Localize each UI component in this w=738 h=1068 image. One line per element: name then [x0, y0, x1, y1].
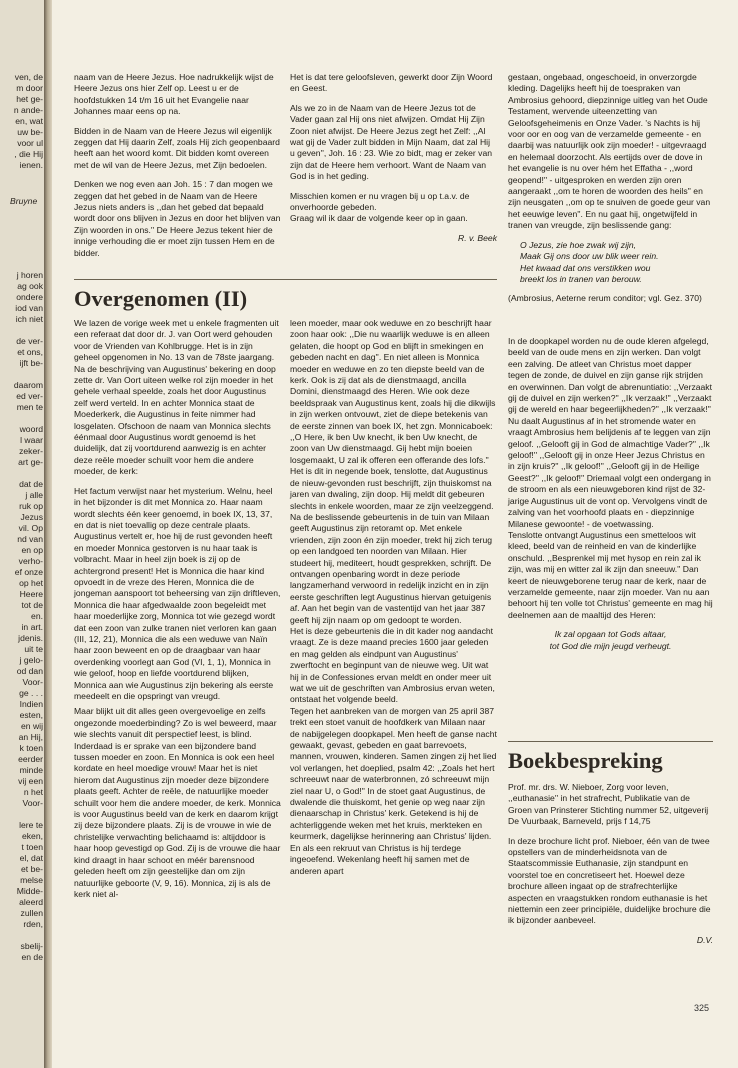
previous-page-line: ondere	[16, 292, 43, 302]
verse-line: tot God die mijn jeugd verheugt.	[549, 640, 672, 651]
previous-page-line: jdenis.	[18, 633, 43, 643]
previous-page-line: lere te	[19, 820, 43, 830]
section-divider	[74, 279, 497, 280]
previous-page-line: Indien	[19, 699, 43, 709]
page-number: 325	[694, 1003, 710, 1013]
previous-page-signature: Bruyne	[10, 196, 38, 206]
poem-line: Maak Gij ons door uw blik weer rein.	[520, 251, 659, 262]
previous-page-line: t toen	[21, 842, 43, 852]
previous-page-line: ich niet	[15, 314, 43, 324]
column-3-bottom	[508, 782, 713, 946]
previous-page-line: en, wat	[15, 116, 43, 126]
previous-page-line: esten,	[19, 710, 43, 720]
paragraph: Graag wil ik daar de volgende keer op in gaan.	[290, 213, 468, 224]
previous-page-line	[0, 325, 43, 336]
page	[52, 0, 738, 1068]
paragraph: Maar blijkt uit dit alles geen overgevoelige en zelfs ongezonde moederbinding? Zo is wel beweerd, maar wie slechts vanuit dit perspectief leest, is blind. Inderdaad is er sprake van een bijzondere band tussen moeder en zoon. En Monnica is ook een heel kordate en heel moedige vrouw! Maar het is niet hierom dat Augustinus zijn moeder deze bijzondere plaats geeft. Achter de reële, de natuurlijke moeder schuilt voor hem die andere moeder, de kerk. Monnica is voor Augustinus beeld van de kerk en daarom krijgt zij deze bijzondere plaats. Zij is de vrouwe in wie de christelijke verwachting belichaamd is: altijddoor is haar hoop gevestigd op God. Zij is de vrouwe die haar kind draagt in haar schoot en méér barensnood geleden heeft om zijn geestelijke dan om zijn natuurlijke geboorte (V, 9, 16). Monnica, zij is als de kerk niet al-	[74, 706, 281, 899]
verse-line: Ik zal opgaan tot Gods altaar,	[554, 629, 667, 640]
paragraph: Bidden in de Naam van de Heere Jezus wil eigenlijk zeggen dat Hij daarin Zelf, zoals Hij zich geopenbaard heeft aan het woord komt. Dit bidden komt overeen met de wil van de Heere Jezus, met Zijn bedoelen.	[74, 125, 280, 170]
previous-page-line: woord	[19, 424, 43, 434]
previous-page-line: Midde-	[16, 886, 43, 896]
previous-page-line: uit te	[24, 644, 43, 654]
column-3-main	[508, 336, 713, 652]
previous-page-line: Jezus	[20, 512, 43, 522]
previous-page-line: ge . . .	[19, 688, 43, 698]
previous-page-line: zeker-	[19, 446, 43, 456]
previous-page-line: Heere	[19, 589, 43, 599]
author-signature: R. v. Beek	[457, 232, 497, 243]
citation: (Ambrosius, Aeterne rerum conditor; vgl. Gez. 370)	[508, 293, 702, 304]
previous-page-line: art ge-	[18, 457, 43, 467]
previous-page-edge	[0, 0, 44, 1068]
paragraph: Het is dit in negende boek, tenslotte, dat Augustinus de nieuw-gevonden rust beschrijft, zijn thuiskomst na jaren van dwaling, zijn doop. Hij meldt dit gebeuren slechts in enkele woorden, maar ze zijn veelzeggend. Na de beslissende gebeurtenis in de tuin van Milaan geeft Augustinus zijn retoramt op. Met enkele vrienden, zijn zoon én zijn moeder, trekt hij zich terug op een landgoed ten noorden van Milaan. Hier studeert hij, mediteert, houdt gesprekken, schrijft. De ontvangen openbaring wordt in deze periode langzamerhand verwoord in redelijk inzicht en in zijn eerste geschriften legt Augustinus hiervan getuigenis af. Aan het begin van de vastentijd van het jaar 387 geeft hij zijn naam op om gedoopt te worden.	[290, 466, 494, 625]
previous-page-line: dat de	[19, 479, 43, 489]
previous-page-line: en op	[21, 545, 43, 555]
previous-page-line: zullen	[20, 908, 43, 918]
previous-page-line: ienen.	[19, 160, 43, 170]
review-signature: D.V.	[696, 934, 713, 945]
paragraph: Denken we nog even aan Joh. 15 : 7 dan mogen we zeggen dat het gebed in de Naam van de Heere Jezus niets anders is ,,dan het gebed dat bepaald wordt door ons blijven in Jezus en door het blijven van Zijn woorden in ons.'' De Heere Jezus tekent hier de innige verhouding die er moet zijn tussen Hem en de bidder.	[74, 179, 281, 258]
previous-page-line: ijft be-	[19, 358, 43, 368]
paragraph: Het factum verwijst naar het mysterium. Welnu, heel in het bijzonder is dit met Monnica zo. Haar naam wordt slechts één keer genoemd, in boek IX, 13, 37, en dat is niet toevallig op deze centrale plaats. Augustinus vertelt er, hoe hij de rust gevonden heeft en moeder Monnica gestorven is nu haar taak is volbracht. Maar in heel zijn boek is zij op de achtergrond present! Het is Monnica die haar kind opvoedt in de vreze des Heren, Monnica die de jongeman aanspoort tot beheersing van zijn driftleven, Monnica die haar afgedwaalde zoon begeleidt met haar moederlijke zorg, Monnica tot wie gezegd wordt dat een zoon van zulke tranen niet verloren kan gaan (III, 12, 21), Monnica die als een weduwe van Naïn haar zoon beweent en op de draagbaar van haar overdenking voorlegt aan God (VI, 1, 1), Monnica in wie geloof, hoop en liefde voortdurend blijken, Monnica aan wie Augustinus zijn bekering als eerste meedeelt en die opspringt van vreugd.	[74, 485, 281, 701]
previous-page-line: tot de	[21, 600, 43, 610]
previous-page-line: daarom	[13, 380, 43, 390]
previous-page-line: et be-	[21, 864, 43, 874]
paragraph: In deze brochure licht prof. Nieboer, één van de twee opstellers van de minderheidsnota van de Staatscommissie Euthanasie, zijn standpunt en voorstel toe en concretiseert het. Hoewel deze brochure alleen ingaat op de strafrechterlijke aspecten en vraagstukken rondom euthanasie is het niettemin een zeer principiële, duidelijke brochure die ik bijzonder aanbeveel.	[508, 835, 711, 926]
previous-page-line: eken,	[21, 831, 43, 841]
section-title-boekbespreking: Boekbespreking	[508, 748, 663, 773]
previous-page-line: j gelo-	[19, 655, 43, 665]
previous-page-line: op het	[19, 578, 43, 588]
book-binding	[44, 0, 52, 1068]
previous-page-line: rden,	[23, 919, 43, 929]
previous-page-line: iod van	[15, 303, 43, 313]
poem	[508, 240, 713, 286]
previous-page-line	[0, 930, 43, 941]
column-3-top	[508, 72, 713, 313]
previous-page-line: l waar	[20, 435, 43, 445]
previous-page-line: Voor-	[22, 677, 43, 687]
previous-page-line: vil. Op	[18, 523, 43, 533]
previous-page-line: ef onze	[14, 567, 43, 577]
paragraph: Tegen het aanbreken van de morgen van 25 april 387 trekt een stoet vanuit de hoofdkerk van Milaan naar de nabijgelegen doopkapel. Men heeft de ganse nacht gewaakt, gevast, gebeden en gaat barrevoets, mannen, vrouwen, kinderen. Samen zingen zij het lied vol verlangen, het doeplied, psalm 42: ,,Zoals het hert schreeuwt naar de waterbronnen, zó schreeuwt mijn ziel naar U, o God!'' In de stoet gaat Augustinus, de dwalende die thuiskomt, het genie op weg naar zijn dienaarschap in Christus' kerk. Getekend is hij de achterliggende weken met het kruis, merkteken en keurmerk, dagelijkse herinnering aan Christus' lijden. En als een rekruut van Christus is hij terdege ingeoefend. Wekenlang heeft hij samen met de anderen apart	[290, 705, 497, 876]
previous-page-line: , die Hij	[14, 149, 43, 159]
column-1-main	[74, 318, 281, 908]
paragraph: gestaan, ongebaad, ongeschoeid, in onverzorgde kleding. Dagelijks heeft hij de toespraken van Ambrosius gehoord, diepzinnige uitleg van het Oude Testament, wervende uiteenzetting van Geloofsgeheimenis en Onze Vader. 's Nachts is hij voor oor en oog van de verzamelde gemeente - en daarbij was natuurlijk ook zijn moeder! - uitgevraagd en helemaal doorzocht. Als eertijds over de dove in het evangelie is nu over hém het Effatha - ,,word geopend!'' - uitgesproken en werden zijn oren aangeraakt ,,om te horen de woorden des heils'' en zijn neusgaten ,,om op te snuiven de goede geur van het eeuwige leven''. En nu gaat hij, ongetwijfeld in tranen van vreugde, zijn beslissende gang:	[508, 72, 711, 231]
previous-page-line: melse	[20, 875, 43, 885]
previous-page-line: el, dat	[19, 853, 43, 863]
poem-line: O Jezus, zie hoe zwak wij zijn,	[520, 239, 637, 250]
paragraph: Prof. mr. drs. W. Nieboer, Zorg voor leven, ,,euthanasie'' in het strafrecht, Publikatie van de Groen van Prinsterer Stichting nummer 52, uitgeverij De Vuurbaak, Barneveld, prijs f 14,75	[508, 782, 709, 827]
paragraph: Het is deze gebeurtenis die in dit kader nog aandacht vraagt. Ze is deze maand precies 1600 jaar geleden en mag gelden als eindpunt van Augustinus' zwerftocht en beginpunt van de nieuwe weg. Uit wat hij in de Confessiones ervan meldt en onder meer uit wat we uit de geschriften van Ambrosius ervan weten, ontstaat het volgende beeld.	[290, 625, 495, 705]
previous-page-line: an Hij,	[18, 732, 43, 742]
paragraph: In de doopkapel worden nu de oude kleren afgelegd, beeld van de oude mens en zijn werken. Dan volgt een zalving. De atleet van Christus moet dapper tegen de zonde, de duivel en zijn ganse rijk strijden en overwinnen. Dan volgt de abrenuntiatio: ,,Verzaakt gij de duivel en zijn werken?'' ,,Ik verzaak!'' ,,Verzaakt gij de wereld en haar begeerlijkheden?'' ,,Ik verzaak!'' Nu daalt Augustinus af in het stromende water en vraagt Ambrosius hem belijdenis af te leggen van zijn geloof. ,,Gelooft gij in God de almachtige Vader?'' ,,Ik geloof!'' ,,Gelooft gij in onze Heer Jezus Christus en in zijn kruis?'' ,,Ik geloof!'' ,,Gelooft gij in de Heilige Geest?'' ,,Ik geloof!'' Driemaal volgt een ondergang in de stroom en als een nieuwgeboren kind rijst de 32-jarige Augustinus uit de vont op. Vervolgens vindt de zalving van het voorhoofd plaats en - diepzinnige Milanese gewoonte! - de voetwassing.	[508, 336, 712, 529]
previous-page-line	[0, 809, 43, 820]
previous-page-line: Voor-	[22, 798, 43, 808]
previous-page-line: in art.	[21, 622, 43, 632]
previous-page-line: k toen	[19, 743, 43, 753]
paragraph: Tenslotte ontvangt Augustinus een smetteloos wit kleed, beeld van de reinheid en van de kinderlijke onschuld. ,,Besprenkel mij met hysop en rein zal ik zijn, was mij en witter zal ik zijn dan sneeuw.'' Dan keert de nieuwgeborene terug naar de kerk, naar de verzamelde gemeente, naar zijn moeder. Van nu aan behoort hij ten volle tot Christus' gemeente en mag hij deelnemen aan de maaltijd des Heren:	[508, 529, 713, 620]
previous-page-line: uw be-	[17, 127, 43, 137]
previous-page-line: nd van	[17, 534, 43, 544]
paragraph: We lazen de vorige week met u enkele fragmenten uit een referaat dat door dr. J. van Oort werd gehouden voor de Vrienden van Kohlbrugge. Het is in zijn geheel opgenomen in No. 13 van de 78ste jaargang. Na de beschrijving van Augustinus' bekering en doop zette dr. Van Oort uiteen welke rol zijn moeder in het gehele verhaal speelde, zoals het door Augustinus zelf werd verteld. In en achter Monnica staat de Moederkerk, die Augustinus in feite nimmer had losgelaten. Ofschoon de naam van Monnica slechts éénmaal door Augustinus wordt genoemd is het duidelijk, dat zij voortdurend aanwezig is en achter deze reële moeder schuilt voor hem die andere moeder, de kerk:	[74, 318, 279, 477]
paragraph: naam van de Heere Jezus. Hoe nadrukkelijk wijst de Heere Jezus ons hier Zelf op. Leest u er de hoofdstukken 14 t/m 16 uit het Evangelie naar Johannes maar eens op na.	[74, 72, 274, 117]
poem-line: breekt los in tranen van berouw.	[520, 273, 642, 284]
previous-page-text-top	[0, 72, 43, 171]
previous-page-line: minde	[19, 765, 43, 775]
section-title-overgenomen: Overgenomen (II)	[74, 286, 248, 311]
column-1-top	[74, 72, 281, 267]
paragraph: Het is dat tere geloofsleven, gewerkt door Zijn Woord en Geest.	[290, 72, 493, 94]
previous-page-line: ven, de	[14, 72, 43, 82]
previous-page-line: j horen	[16, 270, 43, 280]
previous-page-line: eerder	[18, 754, 43, 764]
previous-page-line: ed ver-	[16, 391, 43, 401]
previous-page-line: en.	[31, 611, 43, 621]
previous-page-line: men te	[16, 402, 43, 412]
previous-page-line: sbelij-	[20, 941, 43, 951]
previous-page-line: verho-	[18, 556, 43, 566]
previous-page-line: de ver-	[16, 336, 43, 346]
previous-page-line: et ons,	[17, 347, 43, 357]
column-2-main	[290, 318, 497, 885]
previous-page-line: ag ook	[17, 281, 43, 291]
previous-page-line	[0, 413, 43, 424]
previous-page-line: m door	[16, 83, 43, 93]
paragraph: Als we zo in de Naam van de Heere Jezus tot de Vader gaan zal Hij ons niet afwijzen. Omdat Hij Zijn Zoon niet afwijst. De Heere Jezus zegt het Zelf: ,,Al wat gij de Vader zult bidden in Mijn Naam, dat zal Hij u geven'', Joh. 16 : 23. Wie zo bidt, mag er zeker van zijn dat de Heere hem verhoort. Want de Naam van God is in het geding.	[290, 102, 492, 182]
previous-page-line: n het	[23, 787, 43, 797]
previous-page-line: en de	[21, 952, 43, 962]
previous-page-line: n ande-	[13, 105, 43, 115]
paragraph: Misschien komen er nu vragen bij u op t.a.v. de onverhoorde gebeden.	[290, 190, 470, 213]
previous-page-line	[0, 369, 43, 380]
previous-page-line: het ge-	[16, 94, 43, 104]
paragraph: leen moeder, maar ook weduwe en zo beschrijft haar zoon haar ook: ,,Die nu waarlijk weduwe is en alleen gelaten, die hoopt op God en blijft in smekingen en gebeden nacht en dag''. En niet alleen is Monnica moeder en weduwe en zo ten diepste beeld van de kerk. Ook is zij dat als de dienstmaagd, ancilla Domini, dienstmaagd des Heren. Wie ook deze beeldspraak van Augustinus kent, zoals hij die dikwijls in zijn werken ontvouwt, ziet de diepe betekenis van de eerste zinnen van boek IX, het zgn. Monnicaboek: ,,O Here, ik ben Uw knecht, ik ben Uw knecht, de zoon van Uw dienstmaagd. Gij hebt mijn boeien losgemaakt, U zal ik offeren een offerande des lofs.''	[290, 318, 496, 465]
column-2-top	[290, 72, 497, 244]
previous-page-line: voor ul	[17, 138, 43, 148]
previous-page-line: aleerd	[19, 897, 43, 907]
previous-page-text-bottom	[0, 270, 43, 963]
poem-line: Het kwaad dat ons verstikken wou	[520, 262, 651, 273]
previous-page-line: vij een	[18, 776, 43, 786]
closing-verse	[508, 629, 713, 652]
previous-page-line	[0, 468, 43, 479]
previous-page-line: j alle	[25, 490, 43, 500]
previous-page-line: od dan	[16, 666, 43, 676]
previous-page-line: ruk op	[19, 501, 43, 511]
previous-page-line: en wij	[21, 721, 43, 731]
section-divider	[508, 741, 713, 742]
